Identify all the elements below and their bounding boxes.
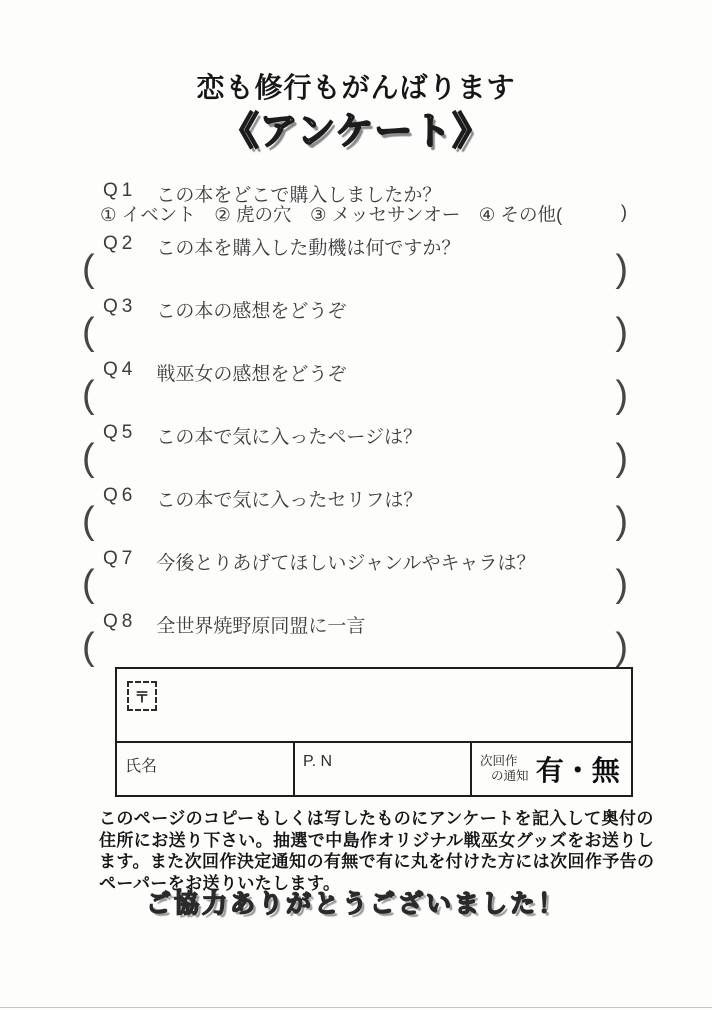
paren-close: ) xyxy=(615,248,628,290)
question-label: Q3 xyxy=(103,296,137,317)
paren-close: ) xyxy=(615,563,628,605)
paren-close: ) xyxy=(615,437,628,479)
question-text: この本をどこで購入しましたか？ xyxy=(156,185,442,206)
address-form-row xyxy=(117,741,631,795)
question-text: この本を購入した動機は何ですか？ xyxy=(156,238,461,259)
postal-mark-icon: 〒 xyxy=(127,681,157,711)
page-title: 恋も修行もがんばります xyxy=(196,73,516,104)
paren-open: ( xyxy=(82,248,95,290)
options-answer-space xyxy=(562,201,621,227)
question-label: Q7 xyxy=(103,548,137,569)
question-text: 戦巫女の感想をどうぞ xyxy=(156,364,347,385)
paren-open: ( xyxy=(82,563,95,605)
paren-close: ) xyxy=(615,626,628,668)
penname-cell xyxy=(295,743,472,795)
answer-parens xyxy=(82,561,628,607)
answer-parens xyxy=(82,435,628,481)
notice-options: 有・無 xyxy=(535,755,620,786)
answer-parens xyxy=(82,309,628,355)
footer-note xyxy=(99,808,654,894)
question-label: Q6 xyxy=(103,485,137,506)
notice-label xyxy=(480,754,529,784)
name-cell xyxy=(117,743,295,795)
notice-label-line2: の通知 xyxy=(491,769,529,783)
name-label: 氏名 xyxy=(125,758,158,775)
paren-close: ) xyxy=(615,311,628,353)
paren-open: ( xyxy=(82,437,95,479)
question-label: Q8 xyxy=(103,611,137,632)
answer-parens xyxy=(82,372,628,418)
page-subtitle: 《アンケート》 xyxy=(220,111,492,153)
answer-parens xyxy=(82,246,628,292)
question-label: Q5 xyxy=(103,422,137,443)
options-close-paren: ) xyxy=(620,201,627,222)
footer-line: ペーパーをお送りいたします。 xyxy=(99,873,341,893)
notice-cell xyxy=(472,743,631,795)
paren-open: ( xyxy=(82,626,95,668)
paren-close: ) xyxy=(615,374,628,416)
question-text: この本の感想をどうぞ xyxy=(156,301,347,322)
question-label: Q1 xyxy=(103,180,137,201)
question-text: この本で気に入ったページは？ xyxy=(156,427,422,448)
thanks-message: ご協力ありがとうございました！ xyxy=(145,890,566,918)
footer-line: ます。また次回作決定通知の有無で有に丸を付けた方には次回作予告の xyxy=(99,852,655,871)
options-line xyxy=(100,201,627,227)
question-label: Q4 xyxy=(103,359,137,380)
answer-parens xyxy=(82,498,628,544)
penname-label: P. N xyxy=(303,753,333,770)
options-text: ① イベント ② 虎の穴 ③ メッセサンオー ④ その他( xyxy=(100,204,563,225)
paren-close: ) xyxy=(615,500,628,542)
footer-line: このページのコピーもしくは写したものにアンケートを記入して奥付の xyxy=(99,809,654,828)
address-form-box xyxy=(115,667,633,797)
question-text: この本で気に入ったセリフは？ xyxy=(156,490,423,511)
question-text: 全世界焼野原同盟に一言 xyxy=(156,616,366,637)
paren-open: ( xyxy=(82,311,95,353)
paren-open: ( xyxy=(82,374,95,416)
paren-open: ( xyxy=(82,500,95,542)
scan-edge-line xyxy=(0,1007,712,1009)
notice-label-line1: 次回作 xyxy=(480,754,518,768)
question-text: 今後とりあげてほしいジャンルやキャラは？ xyxy=(156,553,536,574)
footer-line: 住所にお送り下さい。抽選で中島作オリジナル戦巫女グッズをお送りし xyxy=(99,830,655,850)
answer-parens xyxy=(82,624,628,670)
question-label: Q2 xyxy=(103,233,137,254)
